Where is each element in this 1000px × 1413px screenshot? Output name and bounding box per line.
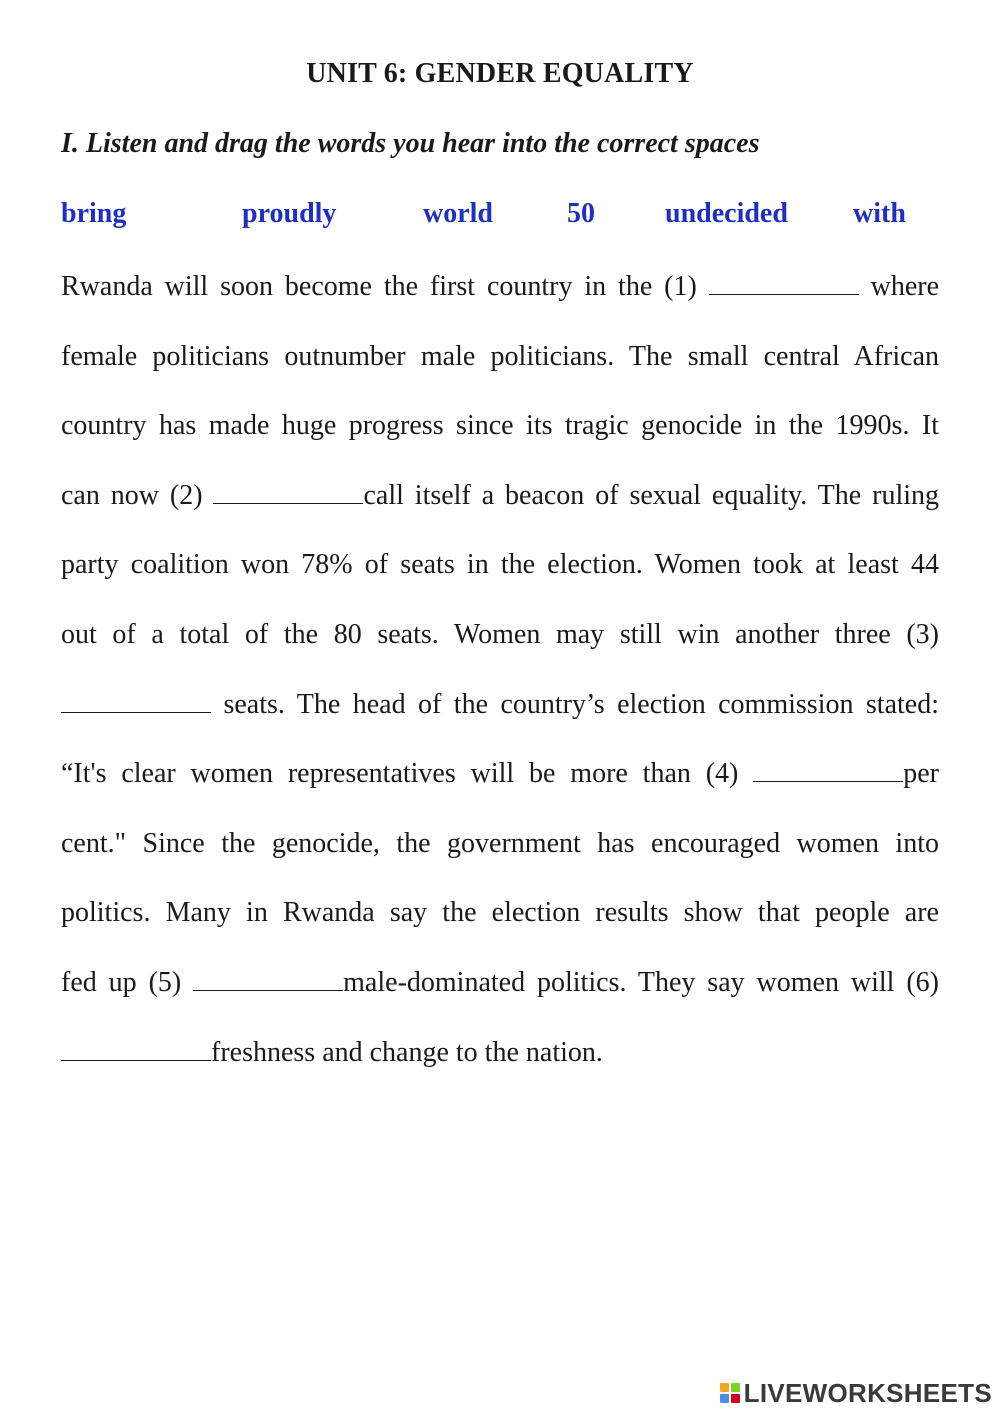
passage-line (61, 257, 939, 327)
answer-blank-4[interactable] (753, 755, 903, 782)
logo-square (720, 1383, 729, 1392)
blank-line-wrap (213, 480, 939, 511)
passage-line: female politicians outnumber male politicians. The small central African (61, 340, 939, 372)
word-bank (61, 198, 941, 238)
passage-text: call itself a beacon of sexual equality. The ruling (363, 479, 939, 511)
liveworksheets-brand (720, 1375, 992, 1411)
passage-line (61, 466, 939, 536)
page-title: UNIT 6: GENDER EQUALITY (306, 58, 694, 89)
passage-line: out of a total of the 80 seats. Women may still win another three (3) (61, 618, 939, 650)
instruction-heading: I. Listen and drag the words you hear into the correct spaces (61, 128, 760, 159)
answer-blank-6[interactable] (61, 1034, 211, 1061)
passage-text: (6) (906, 966, 939, 998)
passage-line: cent." Since the genocide, the government has encouraged women into (61, 827, 939, 859)
logo-square (731, 1383, 740, 1392)
passage-line: country has made huge progress since its tragic genocide in the 1990s. It (61, 410, 939, 442)
word-chip-world[interactable]: world (423, 198, 493, 229)
passage-text: can now (2) (61, 479, 203, 511)
passage-line (61, 675, 939, 745)
passage (61, 257, 939, 1092)
passage-text: seats. The head of the country’s election commission stated: (223, 688, 939, 720)
blank-line-wrap (753, 758, 939, 789)
liveworksheets-wordmark: LIVEWORKSHEETS (743, 1377, 992, 1408)
liveworksheets-logo-icon (720, 1383, 740, 1403)
answer-blank-1[interactable] (709, 268, 859, 295)
passage-text: freshness and change to the nation. (211, 1036, 603, 1068)
word-chip-bring[interactable]: bring (61, 198, 127, 229)
passage-text: per (903, 758, 939, 790)
passage-line: politics. Many in Rwanda say the election results show that people are (61, 897, 939, 929)
word-chip-50[interactable]: 50 (567, 198, 595, 229)
passage-line: party coalition won 78% of seats in the election. Women took at least 44 (61, 549, 939, 581)
word-chip-undecided[interactable]: undecided (665, 198, 788, 229)
passage-text: fed up (5) (61, 966, 182, 998)
passage-line (61, 953, 939, 1023)
logo-square (720, 1394, 729, 1403)
logo-square (731, 1394, 740, 1403)
passage-text: male-dominated politics. They say women will (343, 966, 895, 998)
passage-line (61, 1023, 939, 1093)
blank-line-wrap (61, 967, 894, 998)
passage-text: where (870, 271, 939, 302)
passage-text: “It's clear women representatives will be more than (4) (61, 758, 739, 790)
word-chip-proudly[interactable]: proudly (242, 198, 337, 229)
passage-text: Rwanda will soon become the first country in the (1) (61, 271, 697, 302)
answer-blank-5[interactable] (193, 964, 343, 991)
word-chip-with[interactable]: with (853, 198, 906, 229)
passage-line (61, 744, 939, 814)
answer-blank-3[interactable] (61, 686, 211, 713)
answer-blank-2[interactable] (213, 477, 363, 504)
